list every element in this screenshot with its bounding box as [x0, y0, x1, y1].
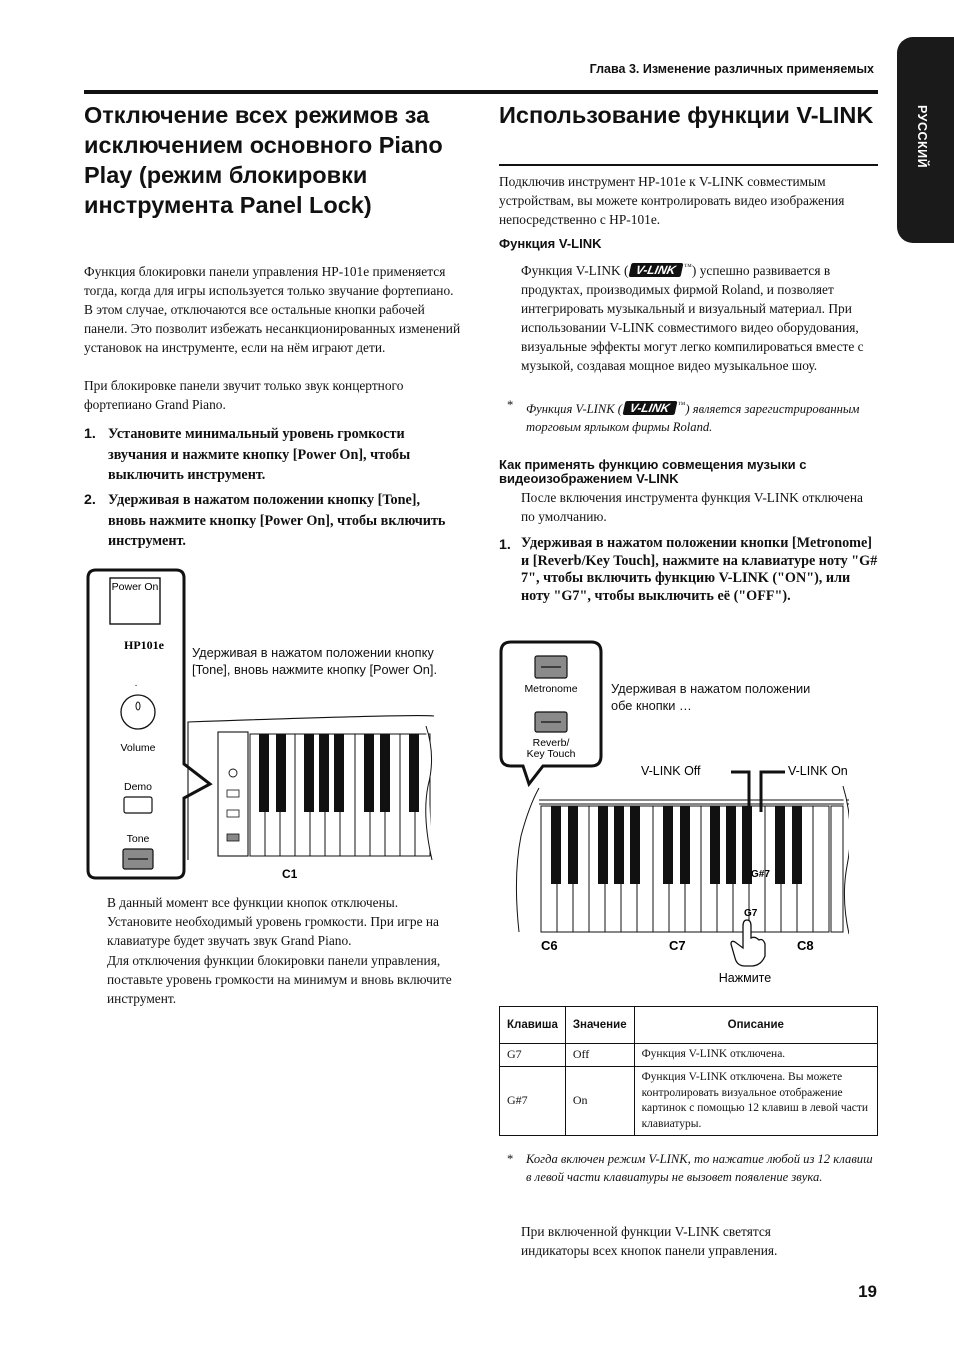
svg-text:·: ·	[134, 680, 138, 691]
table-row	[500, 1044, 878, 1067]
vlink-howto-paragraph: После включения инструмента функция V-LINK отключена по умолчанию.	[521, 490, 863, 524]
language-tab	[897, 37, 954, 243]
note-pre: Функция V-LINK (	[526, 402, 622, 416]
vlink-figure-caption: Удерживая в нажатом положении обе кнопки …	[611, 681, 811, 713]
key-touch-label: Key Touch	[526, 748, 576, 760]
chapter-header: Глава 3. Изменение различных применяемых	[589, 62, 874, 76]
left-step-2	[84, 490, 444, 554]
vlink-trademark-note: * Функция V-LINK ( V-LINK ™) является зарегистрированным торговым ярлыком фирмы Roland.	[507, 398, 860, 434]
step-text: Установите минимальный уровень громкости звучания и нажмите кнопку [Power On], чтобы выключить инструмент.	[108, 426, 411, 483]
metronome-label: Metronome	[524, 683, 578, 695]
step-number: 2.	[84, 492, 96, 508]
step-number: 1.	[499, 537, 511, 553]
vlink-final-paragraph: При включенной функции V-LINK светятся индикаторы всех кнопок панели управления.	[521, 1224, 778, 1258]
demo-label: Demo	[123, 781, 153, 793]
vlink-function-paragraph: Функция V-LINK ( V-LINK ™) успешно развивается в продуктах, производимых фирмой Roland, и позволяет интегрировать музыкальный и визуальный материал. При использовании V-LINK совместимого видео оборудования, визуальные эффекты могут легко компилироваться вместе с музыкой, создавая мощное видео музыкальное шоу.	[521, 262, 864, 373]
volume-label: Volume	[120, 742, 156, 754]
note-star: *	[507, 1152, 514, 1166]
c1-key-label: C1	[282, 867, 298, 881]
step-text: Удерживая в нажатом положении кнопки [Metronome] и [Reverb/Key Touch], нажмите на клавиатуре ноту "G# 7", чтобы включить функцию V-LINK ("ON"), или ноту "G7", чтобы выключить её ("OFF").	[521, 535, 878, 604]
c7-label: C7	[669, 938, 686, 953]
page-number: 19	[858, 1282, 877, 1301]
vlink-function-heading: Функция V-LINK	[499, 236, 602, 251]
table-cell-value: Off	[565, 1044, 634, 1067]
vlink-off-label: V-LINK Off	[641, 764, 701, 778]
step-number: 1.	[84, 426, 96, 442]
left-section-title: Отключение всех режимов за исключением основного Piano Play (режим блокировки инструмента Panel Lock)	[84, 102, 443, 218]
table-cell-description: Функция V-LINK отключена. Вы можете контролировать визуальное отображение картинок с помощью 12 клавиш в левой части клавиатуры.	[634, 1067, 877, 1136]
press-label: Нажмите	[718, 971, 772, 985]
table-header-key: Клавиша	[500, 1007, 566, 1044]
step-text: Удерживая в нажатом положении кнопку [Tone], вновь нажмите кнопку [Power On], чтобы включить инструмент.	[108, 492, 446, 549]
note-star: *	[507, 398, 514, 412]
vlink-sound-note	[507, 1150, 877, 1186]
right-section-title: Использование функции V-LINK	[499, 102, 874, 128]
reverb-label: Reverb/	[532, 737, 570, 749]
c8-label: C8	[797, 938, 814, 953]
vlink-body-pre: Функция V-LINK (	[521, 263, 629, 278]
table-cell-key: G7	[500, 1044, 566, 1067]
after-figure-paragraph-2: Для отключения функции блокировки панели управления, поставьте уровень громкости на минимум и вновь включите инструмент.	[107, 953, 452, 1006]
vlink-intro-paragraph: Подключив инструмент HP-101e к V-LINK совместимым устройствам, вы можете контролировать видео изображения непосредственно с HP-101e.	[499, 174, 845, 227]
table-header-description: Описание	[634, 1007, 877, 1044]
vlink-body-post: ) успешно развивается в продуктах, производимых фирмой Roland, и позволяет интегрировать музыкальный и визуальный материал. При использовании V-LINK совместимого видео оборудования, визуальные эффекты могут легко компилироваться вместе с музыкой, создавая мощное видео музыкальное шоу.	[521, 263, 864, 373]
vlink-key-table	[499, 1006, 878, 1136]
vlink-step-1	[499, 535, 879, 625]
tone-label: Tone	[126, 833, 150, 845]
table-header-value: Значение	[565, 1007, 634, 1044]
table-cell-key: G#7	[500, 1067, 566, 1136]
g7-label: G7	[744, 908, 758, 919]
vlink-on-label: V-LINK On	[788, 764, 848, 778]
left-step-1	[84, 424, 444, 488]
power-on-label: Power On	[111, 581, 159, 593]
table-row	[500, 1067, 878, 1136]
left-second-paragraph: При блокировке панели звучит только звук концертного фортепиано Grand Piano.	[84, 378, 404, 412]
language-tab-label: РУССКИЙ	[915, 105, 929, 169]
c6-label: C6	[541, 938, 558, 953]
header-rule	[84, 90, 878, 94]
table-header-row	[500, 1007, 878, 1044]
gs7-label: G#7	[751, 869, 770, 880]
left-intro-paragraph: Функция блокировки панели управления HP-101e применяется тогда, когда для игры используется только звучание фортепиано. В этом случае, отключаются все остальные кнопки рабочей панели. Это позволит избежать несанкционированных изменений установок на инструменте, если на нём играют дети.	[84, 264, 461, 355]
panel-lock-figure-caption: Удерживая в нажатом положении кнопку [Tone], вновь нажмите кнопку [Power On].	[192, 645, 438, 677]
title-rule	[499, 164, 878, 166]
table-cell-value: On	[565, 1067, 634, 1136]
panel-lock-figure	[84, 566, 464, 886]
vlink-logo-small: V-LINK	[622, 401, 677, 415]
table-cell-description: Функция V-LINK отключена.	[634, 1044, 877, 1067]
vlink-logo: V-LINK	[629, 263, 684, 277]
model-label: HP101e	[124, 638, 164, 652]
note-text: Когда включен режим V-LINK, то нажатие любой из 12 клавиш в левой части клавиатуры не вызовет появление звука.	[526, 1152, 873, 1184]
vlink-howto-heading: Как применять функцию совмещения музыки с видеоизображением V-LINK	[499, 457, 807, 486]
note-post: ) является зарегистрированным торговым ярлыком фирмы Roland.	[526, 402, 860, 434]
after-figure-paragraph-1: В данный момент все функции кнопок отключены. Установите необходимый уровень громкости. При игре на клавиатуре будет звучать звук Grand Piano.	[107, 895, 439, 948]
